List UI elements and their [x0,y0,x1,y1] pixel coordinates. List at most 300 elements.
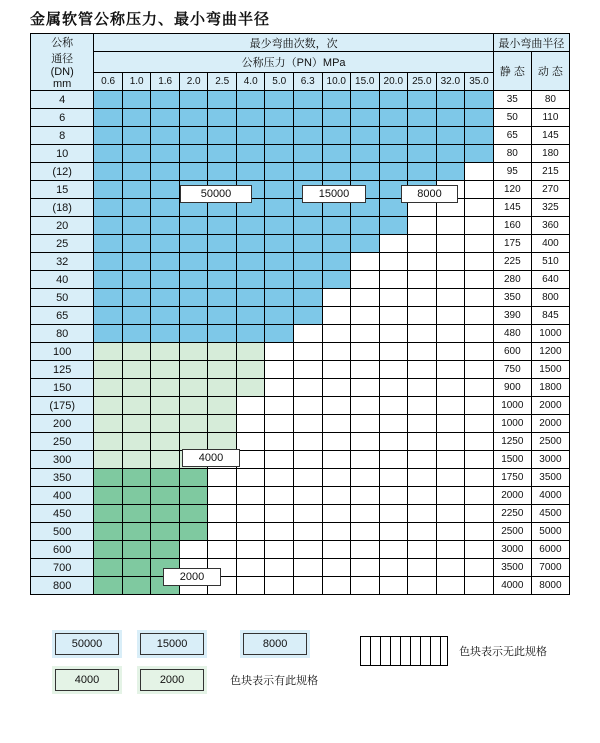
cell-r14-c11 [408,343,437,361]
cell-r13-c6 [265,325,294,343]
cell-r4-c13 [465,163,494,181]
cell-r10-c9 [351,271,380,289]
cell-r21-c12 [436,469,465,487]
row-dn: 65 [31,307,94,325]
row-dn: 4 [31,91,94,109]
cell-r18-c12 [436,415,465,433]
row-static-radius: 2250 [493,505,531,523]
cell-r9-c8 [322,253,351,271]
table-row [31,127,570,145]
row-dn: 125 [31,361,94,379]
cell-r26-c12 [436,559,465,577]
cell-r7-c1 [122,217,151,235]
row-dn: 100 [31,343,94,361]
cell-r25-c4 [208,541,237,559]
cell-r17-c8 [322,397,351,415]
row-dn: 300 [31,451,94,469]
cell-r7-c5 [236,217,265,235]
cell-r18-c4 [208,415,237,433]
cell-r3-c12 [436,145,465,163]
cell-r2-c8 [322,127,351,145]
cell-r0-c5 [236,91,265,109]
header-pressure-2: 1.6 [151,73,180,91]
cell-r12-c11 [408,307,437,325]
cell-r19-c4 [208,433,237,451]
row-static-radius: 1000 [493,415,531,433]
header-pressure-3: 2.0 [179,73,208,91]
table-row [31,145,570,163]
cell-r23-c2 [151,505,180,523]
cell-r24-c3 [179,523,208,541]
row-static-radius: 95 [493,163,531,181]
cell-r23-c3 [179,505,208,523]
cell-r12-c3 [179,307,208,325]
cell-r20-c2 [151,451,180,469]
header-dn-line-2: 通径 [51,53,74,65]
cell-r0-c1 [122,91,151,109]
row-static-radius: 350 [493,289,531,307]
cell-r14-c13 [465,343,494,361]
cell-r24-c6 [265,523,294,541]
header-bend-count: 最少弯曲次数，次 [94,34,493,52]
legend-label-4000: 4000 [55,669,119,691]
cell-r13-c10 [379,325,408,343]
cell-r4-c5 [236,163,265,181]
table-row [31,397,570,415]
cell-r14-c6 [265,343,294,361]
header-pressure-9: 15.0 [351,73,380,91]
cell-r11-c6 [265,289,294,307]
cell-r19-c3 [179,433,208,451]
row-dynamic-radius: 4500 [531,505,569,523]
cell-r14-c0 [94,343,123,361]
cell-r7-c13 [465,217,494,235]
cell-r10-c5 [236,271,265,289]
cell-r20-c7 [293,451,322,469]
cell-r27-c12 [436,577,465,595]
cell-r27-c6 [265,577,294,595]
cell-r18-c10 [379,415,408,433]
header-pressure-1: 1.0 [122,73,151,91]
row-static-radius: 145 [493,199,531,217]
cell-r14-c5 [236,343,265,361]
cell-r17-c0 [94,397,123,415]
cell-r4-c11 [408,163,437,181]
cell-r11-c3 [179,289,208,307]
cell-r24-c8 [322,523,351,541]
row-dynamic-radius: 360 [531,217,569,235]
cell-r12-c6 [265,307,294,325]
table-row [31,487,570,505]
row-dynamic-radius: 1000 [531,325,569,343]
cell-r9-c3 [179,253,208,271]
cell-r15-c6 [265,361,294,379]
cell-r17-c5 [236,397,265,415]
cell-r5-c0 [94,181,123,199]
cell-r14-c12 [436,343,465,361]
cell-r15-c0 [94,361,123,379]
cell-r25-c6 [265,541,294,559]
cell-r10-c3 [179,271,208,289]
row-dn: 8 [31,127,94,145]
cell-r23-c8 [322,505,351,523]
row-dn: 700 [31,559,94,577]
row-dynamic-radius: 1500 [531,361,569,379]
row-dynamic-radius: 2000 [531,415,569,433]
cell-r22-c12 [436,487,465,505]
table-row [31,415,570,433]
cell-r20-c9 [351,451,380,469]
cell-r10-c4 [208,271,237,289]
cell-r13-c7 [293,325,322,343]
table-row [31,451,570,469]
legend-color-group [52,630,318,694]
cell-r0-c8 [322,91,351,109]
cell-r22-c5 [236,487,265,505]
cell-r22-c10 [379,487,408,505]
header-radius-static: 静 态 [493,52,531,91]
cell-r8-c12 [436,235,465,253]
cell-r0-c9 [351,91,380,109]
cell-r3-c1 [122,145,151,163]
overlay-label-2000: 2000 [163,568,221,586]
cell-r14-c4 [208,343,237,361]
cell-r18-c6 [265,415,294,433]
header-pressure-4: 2.5 [208,73,237,91]
cell-r0-c11 [408,91,437,109]
cell-r3-c5 [236,145,265,163]
cell-r4-c2 [151,163,180,181]
legend-label-50000: 50000 [55,633,119,655]
row-static-radius: 480 [493,325,531,343]
cell-r1-c11 [408,109,437,127]
cell-r7-c0 [94,217,123,235]
cell-r4-c8 [322,163,351,181]
table-row [31,361,570,379]
cell-r8-c4 [208,235,237,253]
cell-r26-c9 [351,559,380,577]
cell-r16-c10 [379,379,408,397]
header-pressure-7: 6.3 [293,73,322,91]
cell-r23-c1 [122,505,151,523]
header-pressure-13: 35.0 [465,73,494,91]
cell-r17-c12 [436,397,465,415]
cell-r21-c5 [236,469,265,487]
cell-r25-c3 [179,541,208,559]
cell-r24-c4 [208,523,237,541]
cell-r2-c9 [351,127,380,145]
cell-r22-c9 [351,487,380,505]
spec-table-container [30,33,570,595]
cell-r16-c4 [208,379,237,397]
legend-striped-group [360,636,547,666]
table-row [31,181,570,199]
cell-r16-c5 [236,379,265,397]
legend-swatch-50000 [52,630,122,658]
legend-note-striped: 色块表示无此规格 [459,646,548,658]
cell-r19-c7 [293,433,322,451]
cell-r2-c13 [465,127,494,145]
row-dn: 250 [31,433,94,451]
cell-r1-c7 [293,109,322,127]
table-row [31,217,570,235]
row-dn: 350 [31,469,94,487]
table-row [31,433,570,451]
cell-r20-c5 [236,451,265,469]
cell-r12-c4 [208,307,237,325]
cell-r7-c3 [179,217,208,235]
cell-r17-c4 [208,397,237,415]
cell-r11-c12 [436,289,465,307]
cell-r4-c7 [293,163,322,181]
row-dn: 32 [31,253,94,271]
cell-r27-c10 [379,577,408,595]
cell-r20-c0 [94,451,123,469]
row-dynamic-radius: 325 [531,199,569,217]
cell-r5-c13 [465,181,494,199]
cell-r19-c11 [408,433,437,451]
cell-r1-c10 [379,109,408,127]
cell-r1-c12 [436,109,465,127]
header-pressure-0: 0.6 [94,73,123,91]
cell-r17-c13 [465,397,494,415]
cell-r14-c10 [379,343,408,361]
cell-r16-c3 [179,379,208,397]
row-static-radius: 1500 [493,451,531,469]
cell-r0-c10 [379,91,408,109]
cell-r2-c6 [265,127,294,145]
row-static-radius: 65 [493,127,531,145]
row-dynamic-radius: 3500 [531,469,569,487]
cell-r22-c6 [265,487,294,505]
cell-r27-c8 [322,577,351,595]
cell-r0-c3 [179,91,208,109]
row-dn: 400 [31,487,94,505]
cell-r3-c7 [293,145,322,163]
cell-r7-c8 [322,217,351,235]
cell-r13-c9 [351,325,380,343]
cell-r10-c10 [379,271,408,289]
cell-r0-c2 [151,91,180,109]
row-dynamic-radius: 800 [531,289,569,307]
cell-r12-c10 [379,307,408,325]
cell-r18-c11 [408,415,437,433]
cell-r5-c2 [151,181,180,199]
cell-r4-c0 [94,163,123,181]
cell-r8-c2 [151,235,180,253]
cell-r10-c0 [94,271,123,289]
cell-r13-c12 [436,325,465,343]
row-dynamic-radius: 110 [531,109,569,127]
cell-r16-c7 [293,379,322,397]
cell-r24-c13 [465,523,494,541]
cell-r23-c4 [208,505,237,523]
cell-r11-c7 [293,289,322,307]
row-dn: 20 [31,217,94,235]
cell-r24-c11 [408,523,437,541]
row-dynamic-radius: 180 [531,145,569,163]
row-static-radius: 2000 [493,487,531,505]
row-static-radius: 175 [493,235,531,253]
cell-r22-c7 [293,487,322,505]
cell-r25-c2 [151,541,180,559]
row-dynamic-radius: 7000 [531,559,569,577]
legend-label-8000: 8000 [243,633,307,655]
cell-r4-c3 [179,163,208,181]
cell-r2-c1 [122,127,151,145]
cell-r0-c4 [208,91,237,109]
cell-r24-c12 [436,523,465,541]
cell-r25-c13 [465,541,494,559]
cell-r16-c8 [322,379,351,397]
cell-r2-c5 [236,127,265,145]
cell-r20-c1 [122,451,151,469]
table-row [31,505,570,523]
cell-r13-c0 [94,325,123,343]
cell-r8-c9 [351,235,380,253]
cell-r4-c9 [351,163,380,181]
row-dynamic-radius: 3000 [531,451,569,469]
cell-r17-c6 [265,397,294,415]
row-dn: 800 [31,577,94,595]
cell-r24-c5 [236,523,265,541]
cell-r23-c11 [408,505,437,523]
header-pressure-12: 32.0 [436,73,465,91]
cell-r8-c6 [265,235,294,253]
row-dynamic-radius: 4000 [531,487,569,505]
cell-r2-c7 [293,127,322,145]
row-static-radius: 2500 [493,523,531,541]
cell-r23-c9 [351,505,380,523]
cell-r12-c0 [94,307,123,325]
cell-r25-c12 [436,541,465,559]
cell-r20-c10 [379,451,408,469]
cell-r15-c3 [179,361,208,379]
cell-r15-c9 [351,361,380,379]
row-dn: 80 [31,325,94,343]
legend-striped-swatch [360,636,448,666]
spec-table [30,33,570,595]
cell-r8-c0 [94,235,123,253]
cell-r23-c5 [236,505,265,523]
cell-r15-c11 [408,361,437,379]
cell-r18-c2 [151,415,180,433]
cell-r12-c9 [351,307,380,325]
cell-r17-c10 [379,397,408,415]
cell-r24-c7 [293,523,322,541]
cell-r21-c1 [122,469,151,487]
cell-r19-c12 [436,433,465,451]
cell-r15-c7 [293,361,322,379]
cell-r19-c13 [465,433,494,451]
cell-r15-c1 [122,361,151,379]
row-dn: 10 [31,145,94,163]
cell-r13-c13 [465,325,494,343]
cell-r9-c7 [293,253,322,271]
cell-r21-c10 [379,469,408,487]
cell-r18-c5 [236,415,265,433]
legend-swatch-4000 [52,666,122,694]
cell-r19-c1 [122,433,151,451]
cell-r23-c6 [265,505,294,523]
row-dynamic-radius: 145 [531,127,569,145]
cell-r7-c4 [208,217,237,235]
cell-r10-c13 [465,271,494,289]
row-dn: 450 [31,505,94,523]
cell-r21-c11 [408,469,437,487]
table-head-row-2 [31,52,570,73]
cell-r25-c5 [236,541,265,559]
cell-r27-c11 [408,577,437,595]
cell-r12-c13 [465,307,494,325]
cell-r1-c0 [94,109,123,127]
cell-r21-c0 [94,469,123,487]
cell-r0-c0 [94,91,123,109]
cell-r25-c1 [122,541,151,559]
legend-label-2000: 2000 [140,669,204,691]
header-dn-line-1: 公称 [51,37,74,49]
header-pressure-8: 10.0 [322,73,351,91]
cell-r15-c12 [436,361,465,379]
row-dynamic-radius: 1200 [531,343,569,361]
legend-note-color: 色块表示有此规格 [230,675,319,687]
cell-r27-c7 [293,577,322,595]
header-dn-line-3: (DN) [50,66,74,78]
cell-r4-c1 [122,163,151,181]
legend-row-1 [52,630,318,658]
row-dn: 50 [31,289,94,307]
cell-r17-c1 [122,397,151,415]
cell-r20-c12 [436,451,465,469]
cell-r13-c5 [236,325,265,343]
cell-r3-c13 [465,145,494,163]
row-static-radius: 225 [493,253,531,271]
cell-r27-c5 [236,577,265,595]
cell-r17-c2 [151,397,180,415]
row-static-radius: 600 [493,343,531,361]
table-row [31,379,570,397]
header-pressure-11: 25.0 [408,73,437,91]
cell-r20-c13 [465,451,494,469]
header-bend-radius: 最小弯曲半径 [493,34,569,52]
row-static-radius: 1750 [493,469,531,487]
cell-r17-c7 [293,397,322,415]
table-row [31,343,570,361]
row-dn: 200 [31,415,94,433]
cell-r25-c10 [379,541,408,559]
cell-r3-c6 [265,145,294,163]
cell-r12-c2 [151,307,180,325]
cell-r9-c10 [379,253,408,271]
cell-r22-c3 [179,487,208,505]
row-dynamic-radius: 5000 [531,523,569,541]
cell-r24-c0 [94,523,123,541]
row-dynamic-radius: 400 [531,235,569,253]
table-row [31,325,570,343]
header-radius-dynamic: 动 态 [531,52,569,91]
legend-swatch-8000 [240,630,310,658]
cell-r14-c9 [351,343,380,361]
table-head-row-1 [31,34,570,52]
cell-r7-c9 [351,217,380,235]
cell-r12-c1 [122,307,151,325]
cell-r11-c8 [322,289,351,307]
cell-r11-c2 [151,289,180,307]
cell-r20-c8 [322,451,351,469]
cell-r6-c0 [94,199,123,217]
table-row [31,541,570,559]
cell-r7-c2 [151,217,180,235]
